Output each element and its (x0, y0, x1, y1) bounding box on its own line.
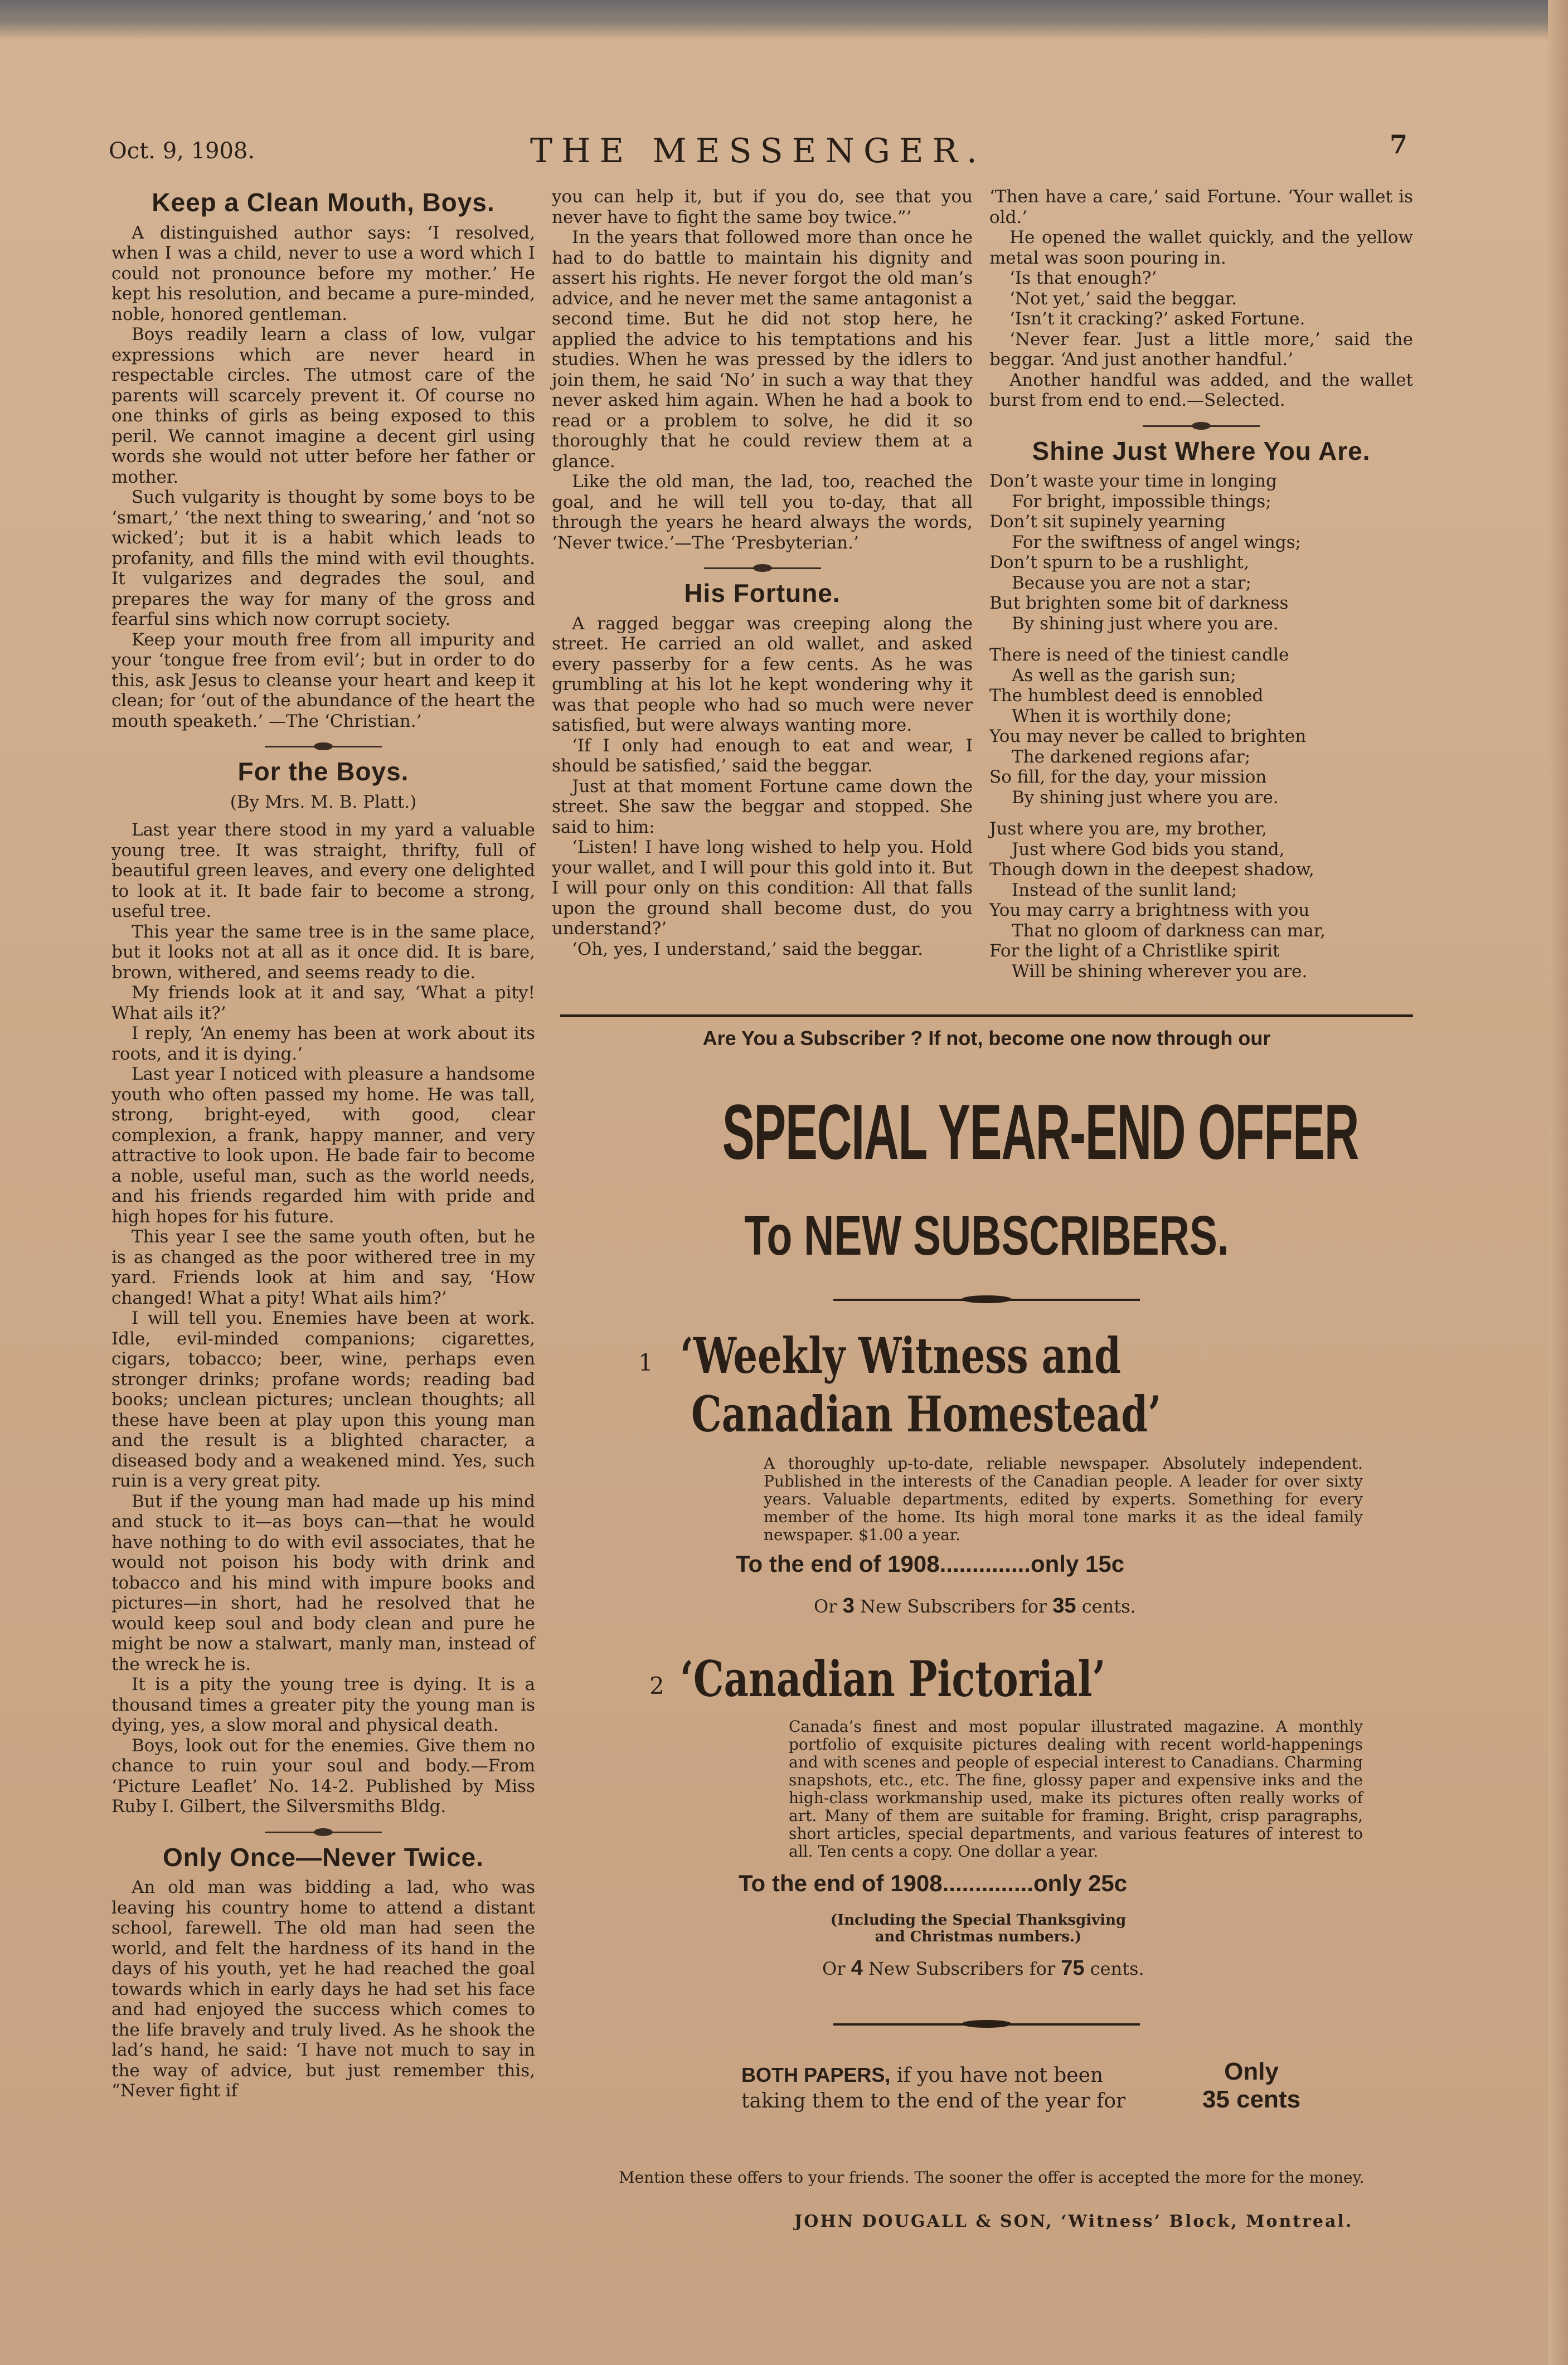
paragraph: Boys readily learn a class of low, vulgar expressions which are never heard in respectable circles. The utmost care of the parents will scarcely prevent it. Of course no one thinks of girls as being exposed to this peril. We cannot imagine a decent girl using words she would not utter before her father or mother. (111, 324, 535, 487)
poem-line: For the light of a Christlike spirit (989, 941, 1280, 961)
paragraph: An old man was bidding a lad, who was leaving his country home to attend a distant school, farewell. The old man had seen the world, and felt the hardness of its hand in the days of his youth, yet he had reached the goal towards which in early days he had set his face and had enjoyed the success which comes to the life bravely and truly lived. As he shook the lad’s hand, he said: ‘I have not much to say in the way of advice, but just remember this, “Never fight if (111, 1877, 535, 2101)
offer-title: ‘Weekly Witness and (680, 1327, 1121, 1385)
section-divider (265, 739, 382, 754)
section-divider (704, 561, 821, 575)
paragraph: Last year there stood in my yard a valuable young tree. It was straight, thrifty, full of beautiful green leaves, and every one delighted to look at it. It bade fair to become a strong, useful tree. (111, 820, 535, 921)
combined-offer-text: taking them to the end of the year for (741, 2090, 1126, 2113)
article-heading: Only Once—Never Twice. (163, 1842, 484, 1872)
masthead (109, 128, 1407, 173)
section-divider (265, 1825, 382, 1839)
offer-note (783, 1912, 1173, 1945)
paragraph: ‘Is that enough?’ (1009, 268, 1157, 288)
offer-note-line: and Christmas numbers.) (875, 1929, 1082, 1945)
offer-alt-price (814, 1594, 1136, 1618)
paragraph: Last year I noticed with pleasure a handsome youth who often passed my home. He was tall, strong, bright-eyed, with good, clear complexion, a frank, happy manner, and very attractive to look upon. He bade fair to become a noble, useful man, such as the world needs, and his friends regarded him with pride and high hopes for his future. (111, 1064, 535, 1227)
poem-stanza (989, 645, 1413, 808)
paragraph: Keep your mouth free from all impurity and your ‘tongue free from evil’; but in order to do this, ask Jesus to cleanse your heart and keep it clean; for ‘out of the abundance of the heart the mouth speaketh.’ —The ‘Christian.’ (111, 629, 535, 731)
paragraph: A ragged beggar was creeping along the street. He carried an old wallet, and asked every passerby for a few cents. As he was grumbling at his lot he kept wondering why it was that people who had so much were never satisfied, but were always wanting more. (552, 613, 973, 735)
offer-number: 2 (649, 1672, 664, 1699)
alt-price-amount: 75 (1061, 1956, 1085, 1980)
poem-line: As well as the garish sun; (1012, 665, 1236, 686)
alt-price-text: New Subscribers for (860, 1596, 1047, 1617)
ad-divider (833, 2023, 1140, 2026)
combined-price-amount: 35 cents (1202, 2086, 1301, 2113)
paragraph: Boys, look out for the enemies. Give them no chance to ruin your soul and body.—From ‘Picture Leaflet’ No. 14-2. Published by Miss Ruby I. Gilbert, the Silversmiths Bldg. (111, 1735, 535, 1817)
alt-price-count: 3 (842, 1594, 855, 1618)
paragraph: He opened the wallet quickly, and the yellow metal was soon pouring in. (989, 227, 1413, 268)
ad-footnote: Mention these offers to your friends. The sooner the offer is accepted the more for the money. (619, 2168, 1365, 2187)
poem-line: Though down in the deepest shadow, (989, 859, 1314, 880)
page-number: 7 (1389, 129, 1407, 159)
paragraph: Just at that moment Fortune came down the street. She saw the beggar and stopped. She said to him: (552, 776, 973, 837)
column-1 (111, 187, 535, 2101)
poem-line: The darkened regions afar; (1012, 746, 1251, 767)
paragraph: This year I see the same youth often, but he is as changed as the poor withered tree in my yard. Friends look at him and say, ‘How changed! What a pity! What ails him?’ (111, 1227, 535, 1308)
paragraph: A distinguished author says: ‘I resolved, when I was a child, never to use a word which I could not pronounce before my mother.’ He kept his resolution, and became a pure-minded, noble, honored gentleman. (111, 222, 535, 324)
alt-price-unit: cents. (1090, 1958, 1144, 1979)
ad-divider (833, 1299, 1140, 1301)
poem-line: By shining just where you are. (1012, 787, 1279, 808)
offer-alt-price (822, 1956, 1144, 1980)
poem-line: For bright, impossible things; (1012, 491, 1271, 512)
combined-offer-text: if you have not been (896, 2064, 1104, 2087)
poem-line: There is need of the tiniest candle (989, 645, 1289, 665)
poem-stanza (989, 471, 1413, 634)
poem-line: Don’t waste your time in longing (989, 471, 1277, 491)
paragraph: you can help it, but if you do, see that you never have to fight the same boy twice.”’ (552, 187, 973, 227)
combined-price (1168, 2058, 1335, 2114)
paragraph: It is a pity the young tree is dying. It is a thousand times a greater pity the young man is dying, yes, a slow moral and physical death. (111, 1674, 535, 1735)
poem-line: Instead of the sunlit land; (1012, 880, 1237, 900)
page-top-shadow (0, 0, 1568, 39)
paragraph: I will tell you. Enemies have been at work. Idle, evil-minded companions; cigarettes, cigars, tobacco; beer, wine, perhaps even stronger drinks; profane words; reading bad books; unclean pictures; unclean thoughts; all these have been at play upon this young man and the result is a blighted character, a diseased body and a weakened mind. Yes, such ruin is a very great pity. (111, 1308, 535, 1491)
offer-title: ‘Canadian Pictorial’ (680, 1650, 1106, 1708)
poem-line: You may carry a brightness with you (989, 900, 1310, 920)
poem-line: Just where you are, my brother, (989, 819, 1267, 839)
alt-price-or: Or (814, 1596, 837, 1617)
poem-line: Don’t sit supinely yearning (989, 512, 1226, 532)
offer-number: 1 (638, 1349, 653, 1376)
section-divider (1143, 419, 1260, 433)
combined-price-label: Only (1224, 2058, 1279, 2085)
ad-subheadline: To NEW SUBSCRIBERS. (744, 1205, 1229, 1267)
poem-line: By shining just where you are. (1012, 613, 1279, 634)
poem-line: Because you are not a star; (1012, 572, 1251, 593)
paragraph: ‘If I only had enough to eat and wear, I should be satisfied,’ said the beggar. (552, 735, 973, 776)
paragraph: My friends look at it and say, ‘What a pity! What ails it?’ (111, 983, 535, 1023)
poem-line: You may never be called to brighten (989, 726, 1307, 746)
byline: (By Mrs. M. B. Platt.) (230, 791, 417, 812)
combined-offer (741, 2062, 1125, 2114)
paragraph: ‘Listen! I have long wished to help you. Hold your wallet, and I will pour this gold into it. But I will pour only on this condition: All that falls upon the ground shall become dust, do you understand?’ (552, 837, 973, 939)
paragraph: ‘Isn’t it cracking?’ asked Fortune. (1009, 309, 1305, 329)
offer-title: Canadian Homestead’ (691, 1385, 1162, 1443)
paragraph: I reply, ‘An enemy has been at work about its roots, and it is dying.’ (111, 1023, 535, 1064)
offer-price: To the end of 1908..............only 25c (739, 1870, 1128, 1896)
paragraph: This year the same tree is in the same place, but it looks not at all as it once did. It is bare, brown, withered, and seems ready to die. (111, 921, 535, 983)
alt-price-unit: cents. (1081, 1596, 1136, 1617)
paragraph: ‘Oh, yes, I understand,’ said the beggar. (572, 939, 923, 959)
paragraph: Like the old man, the lad, too, reached the goal, and he will tell you to-day, that all through the years he heard always the words, ‘Never twice.’—The ‘Presbyterian.’ (552, 472, 973, 553)
column-3 (989, 187, 1413, 993)
poem-line: That no gloom of darkness can mar, (1012, 920, 1326, 941)
poem-line: For the swiftness of angel wings; (1012, 532, 1302, 552)
paragraph: In the years that followed more than once he had to do battle to maintain his dignity and assert his rights. He never forgot the old man’s advice, and he never met the same antagonist a second time. But he did not stop here, he applied the advice to his temptations and his studies. When he was pressed by the idlers to join them, he said ‘No’ in such a way that they never asked him again. When he had a book to read or a problem to solve, he did it so thoroughly that he could review them at a glance. (552, 227, 973, 472)
poem-line: Just where God bids you stand, (1012, 839, 1285, 859)
poem-stanza (989, 819, 1413, 982)
alt-price-count: 4 (851, 1956, 863, 1980)
poem-line: Will be shining wherever you are. (1012, 961, 1308, 982)
combined-offer-label: BOTH PAPERS, (741, 2063, 891, 2086)
paragraph: ‘Never fear. Just a little more,’ said the beggar. ‘And just another handful.’ (989, 329, 1413, 370)
article-heading: For the Boys. (237, 757, 409, 786)
article-heading: His Fortune. (684, 579, 841, 608)
offer-description: Canada’s finest and most popular illustrated magazine. A monthly portfolio of exquisite pictures dealing with recent world-happenings and with scenes and people of especial interest to Canadians. Charming snapshots, etc., etc. The fine, glossy paper and expensive inks and the high-class workmanship used, make its pictures often really works of art. Many of them are suitable for framing. Bright, crisp paragraphs, short articles, special departments, and various features of interest to all. Ten cents a copy. One dollar a year. (789, 1717, 1363, 1861)
alt-price-amount: 35 (1052, 1594, 1076, 1618)
poem-heading: Shine Just Where You Are. (1032, 436, 1371, 465)
alt-price-text: New Subscribers for (868, 1958, 1056, 1979)
issue-date: Oct. 9, 1908. (109, 138, 255, 164)
offer-price: To the end of 1908..............only 15c (736, 1551, 1125, 1577)
poem-line: Don’t spurn to be a rushlight, (989, 552, 1249, 572)
poem-line: So fill, for the day, your mission (989, 767, 1267, 787)
poem-line: The humblest deed is ennobled (989, 686, 1264, 706)
offer-note-line: (Including the Special Thanksgiving (830, 1912, 1127, 1929)
poem-line: When it is worthily done; (1012, 706, 1232, 726)
paragraph: But if the young man had made up his mind and stuck to it—as boys can—that he would have nothing to do with evil associates, that he would not poison his body with drink and tobacco and his mind with impure books and pictures—in short, had he resolved that he would keep soul and body clean and pure he might be now a stalwart, manly man, instead of the wreck he is. (111, 1491, 535, 1674)
publication-title: THE MESSENGER. (530, 132, 986, 171)
poem-line: But brighten some bit of darkness (989, 593, 1289, 613)
ad-headline: SPECIAL YEAR-END OFFER (722, 1088, 1359, 1176)
column-2 (552, 187, 973, 959)
offer-description: A thoroughly up-to-date, reliable newspaper. Absolutely independent. Published in the interests of the Canadian people. A leader for over sixty years. Valuable departments, edited by experts. Something for every member of the home. Its high moral tone marks it as the ideal family newspaper. $1.00 a year. (764, 1454, 1363, 1544)
paragraph: Such vulgarity is thought by some boys to be ‘smart,’ ‘the next thing to swearing,’ and ‘not so wicked’; but it is a habit which leads to profanity, and fills the mind with evil thoughts. It vulgarizes and degrades the soul, and prepares the way for many of the gross and fearful sins which now corrupt society. (111, 487, 535, 629)
page-edge (1548, 0, 1568, 2365)
alt-price-or: Or (822, 1958, 846, 1979)
ad-top-rule (560, 1014, 1413, 1017)
subscription-advertisement (560, 1014, 1413, 2252)
paragraph: ‘Not yet,’ said the beggar. (1009, 288, 1237, 309)
paragraph: Another handful was added, and the wallet burst from end to end.—Selected. (989, 370, 1413, 410)
paragraph: ‘Then have a care,’ said Fortune. ‘Your wallet is old.’ (989, 187, 1413, 227)
ad-intro: Are You a Subscriber ? If not, become one now through our (702, 1027, 1271, 1050)
publisher-line: JOHN DOUGALL & SON, ‘Witness’ Block, Montreal. (794, 2212, 1353, 2231)
article-heading: Keep a Clean Mouth, Boys. (152, 188, 495, 217)
